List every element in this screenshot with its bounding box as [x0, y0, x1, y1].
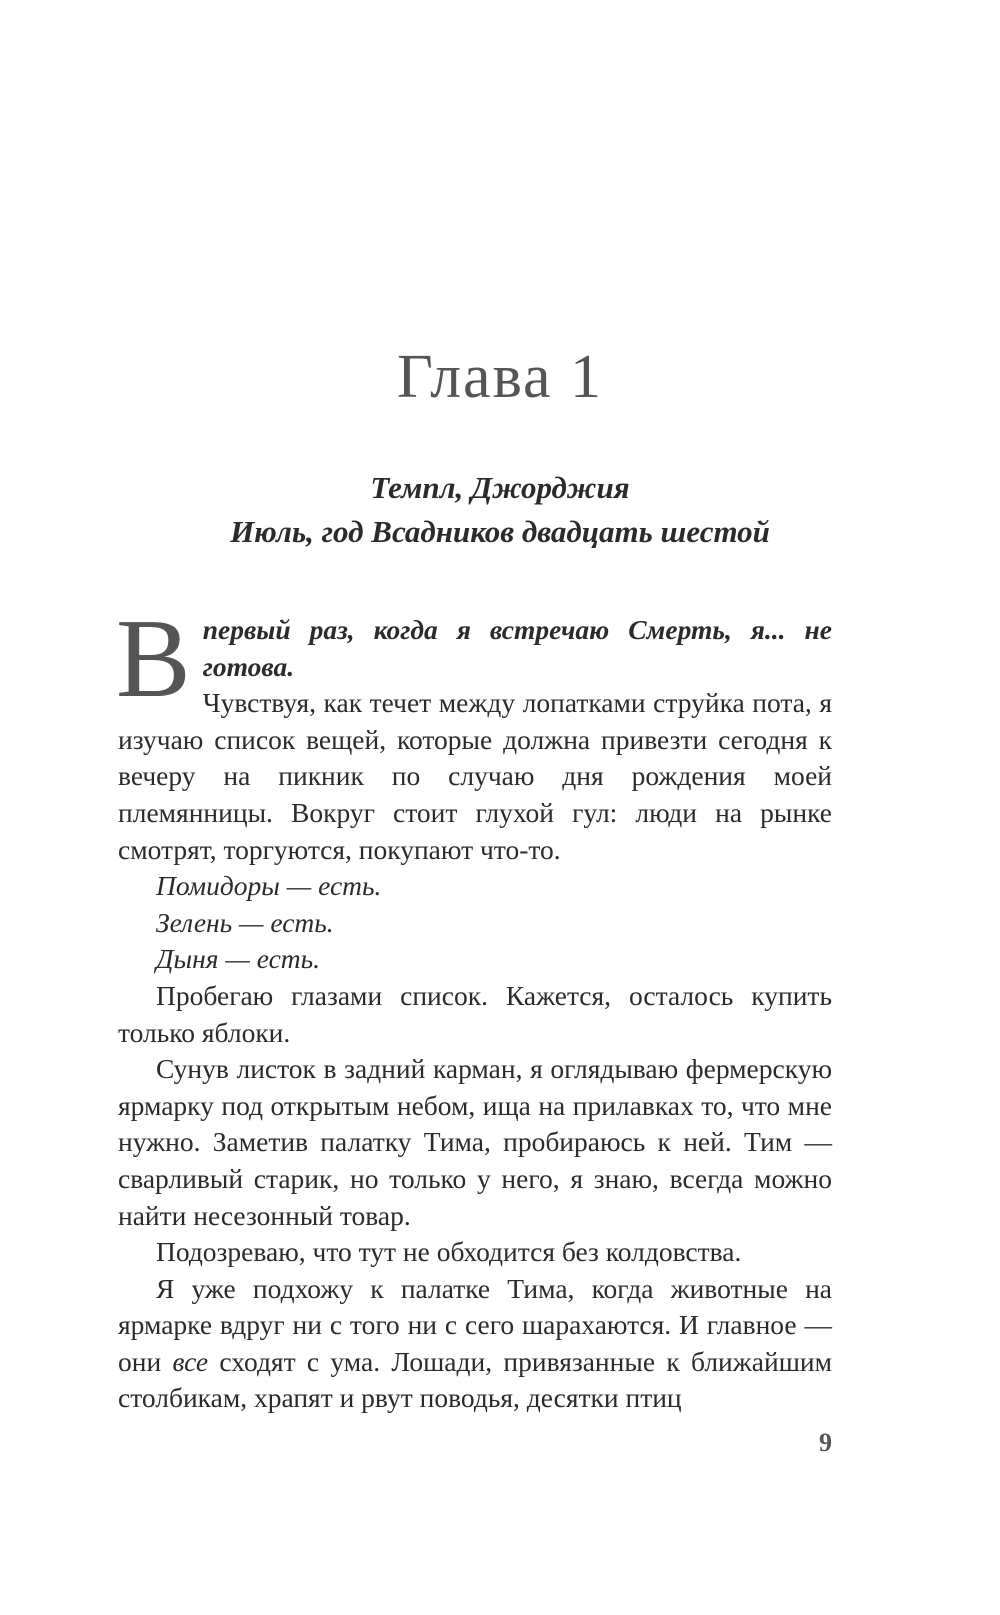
chapter-location: Темпл, Джорджия	[370, 470, 630, 505]
paragraph-text: сходят с ума. Лошади, привязанные к ближайшим столбикам, храпят и рвут поводья, десятки птиц	[118, 1345, 832, 1414]
list-item: Зелень — есть.	[156, 906, 334, 938]
emphasis-text: все	[172, 1345, 209, 1377]
paragraph: Пробегаю глазами список. Кажется, осталось купить только яблоки.	[118, 979, 832, 1048]
paragraph-opening	[116, 597, 832, 868]
drop-cap: В	[116, 597, 191, 721]
paragraph	[118, 1271, 832, 1417]
paragraph-text: Я уже подхожу к палатке Тима, когда животные на ярмарке вдруг ни с того ни с сего шарахаются. И главное — они	[118, 1272, 832, 1377]
chapter-title: Глава 1	[396, 343, 604, 411]
paragraph: Подозреваю, что тут не обходится без колдовства.	[156, 1236, 742, 1268]
list-item: Помидоры — есть.	[156, 870, 382, 902]
list-item: Дыня — есть.	[156, 943, 321, 975]
paragraph: Сунув листок в задний карман, я оглядываю фермерскую ярмарку под открытым небом, ища на прилавках то, что мне нужно. Заметив палатку Тима, пробираюсь к ней. Тим — сварливый старик, но только у него, я знаю, всегда можно найти несезонный товар.	[118, 1053, 832, 1231]
page-number: 9	[819, 1428, 832, 1457]
chapter-date: Июль, год Всадников двадцать шестой	[230, 514, 770, 549]
lead-in-text: первый раз, когда я встречаю Смерть, я... не готова.	[202, 614, 832, 682]
paragraph-text: Чувствуя, как течет между лопатками струйка пота, я изучаю список вещей, которые должна привезти сегодня к вечеру на пикник по случаю дня рождения моей племянницы. Вокруг стоит глухой гул: люди на рынке смотрят, торгуются, покупают что-то.	[118, 687, 832, 865]
chapter-body	[116, 597, 832, 1417]
